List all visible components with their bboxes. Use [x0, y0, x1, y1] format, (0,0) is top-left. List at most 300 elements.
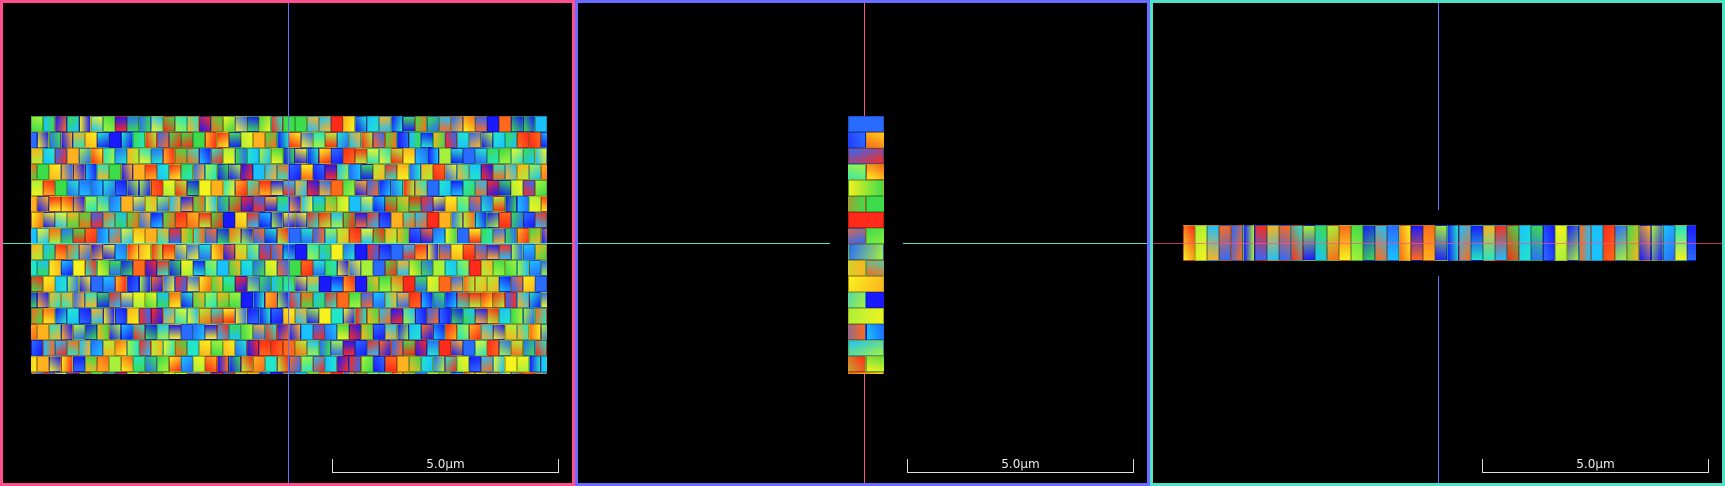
segment-tile: [103, 276, 115, 292]
segment-tile: [145, 132, 157, 148]
segment-tile: [121, 292, 133, 308]
segment-tile: [247, 244, 259, 260]
segment-tile: [349, 324, 361, 340]
segment-tile: [175, 116, 187, 132]
segment-tile: [265, 292, 277, 308]
segment-tile: [55, 372, 67, 374]
segment-tile: [205, 356, 217, 372]
viewport-yz[interactable]: [1150, 0, 1725, 486]
segment-tile: [127, 244, 139, 260]
segment-tile: [439, 212, 451, 228]
segment-tile: [439, 180, 451, 196]
segment-tile: [91, 372, 103, 374]
segment-tile: [415, 212, 427, 228]
segment-tile: [217, 324, 229, 340]
segment-tile: [265, 164, 277, 180]
segment-tile: [193, 260, 205, 276]
segment-tile: [133, 356, 145, 372]
segment-tile: [427, 180, 439, 196]
segment-tile: [181, 132, 193, 148]
segment-tile: [391, 372, 403, 374]
segment-tile: [205, 324, 217, 340]
segment-tile: [265, 196, 277, 212]
segment-tile: [97, 292, 109, 308]
segment-tile: [187, 372, 199, 374]
segment-tile: [217, 228, 229, 244]
segment-tile: [385, 324, 397, 340]
segment-tile: [37, 260, 49, 276]
segment-tile: [289, 260, 301, 276]
segment-tile: [91, 116, 103, 132]
segment-tile: [283, 116, 295, 132]
segment-tile: [229, 228, 241, 244]
segment-tile: [67, 116, 79, 132]
segment-tile: [199, 308, 211, 324]
viewport-xy[interactable]: [0, 0, 575, 486]
segment-tile: [313, 260, 325, 276]
segment-tile: [445, 324, 457, 340]
segment-tile: [91, 212, 103, 228]
segment-tile: [205, 164, 217, 180]
segment-tile: [79, 244, 91, 260]
segment-tile: [157, 228, 169, 244]
segment-tile: [139, 372, 151, 374]
segment-tile: [848, 132, 866, 148]
segment-tile: [337, 164, 349, 180]
segment-tile: [289, 164, 301, 180]
segment-tile: [205, 260, 217, 276]
segment-tile: [433, 196, 445, 212]
segment-tile: [253, 260, 265, 276]
segment-tile: [499, 148, 511, 164]
segment-tile: [439, 116, 451, 132]
segment-tile: [313, 228, 325, 244]
segment-tile: [331, 340, 343, 356]
segment-tile: [157, 292, 169, 308]
segment-tile: [37, 228, 49, 244]
segment-tile: [313, 356, 325, 372]
segment-tile: [469, 196, 481, 212]
segment-tile: [37, 196, 49, 212]
segment-tile: [379, 372, 391, 374]
segment-tile: [283, 180, 295, 196]
segment-tile: [493, 228, 505, 244]
scale-bar-xz: [907, 459, 1134, 473]
segment-tile: [109, 260, 121, 276]
segment-tile: [535, 180, 547, 196]
segment-tile: [866, 132, 884, 148]
segment-tile: [253, 164, 265, 180]
segment-tile: [415, 180, 427, 196]
segment-tile: [517, 196, 529, 212]
segment-tile: [319, 180, 331, 196]
segment-tile: [463, 244, 475, 260]
segment-tile: [403, 372, 415, 374]
segment-tile: [469, 356, 481, 372]
segment-tile: [295, 340, 307, 356]
segment-tile: [385, 292, 397, 308]
segment-tile: [391, 116, 403, 132]
segment-tile: [271, 180, 283, 196]
segment-tile: [211, 244, 223, 260]
segment-tile: [127, 308, 139, 324]
segment-tile: [295, 148, 307, 164]
segment-tile: [445, 356, 457, 372]
segment-tile: [109, 164, 121, 180]
segment-tile: [223, 244, 235, 260]
segment-tile: [367, 372, 379, 374]
segment-tile: [259, 180, 271, 196]
segment-tile: [133, 132, 145, 148]
segment-tile: [331, 116, 343, 132]
segment-tile: [331, 180, 343, 196]
segment-tile: [43, 180, 55, 196]
segment-tile: [211, 212, 223, 228]
segment-tile: [439, 340, 451, 356]
segment-tile: [73, 164, 85, 180]
segment-tile: [397, 132, 409, 148]
segment-tile: [511, 372, 523, 374]
segment-tile: [451, 244, 463, 260]
segment-tile: [523, 148, 535, 164]
crosshair-horizontal-xz-right: [903, 243, 1147, 244]
segment-tile: [493, 260, 505, 276]
segment-tile: [175, 148, 187, 164]
segment-tile: [127, 276, 139, 292]
segment-tile: [235, 340, 247, 356]
segment-tile: [409, 260, 421, 276]
segment-tile: [481, 292, 493, 308]
segment-tile: [49, 196, 61, 212]
segment-tile: [31, 180, 43, 196]
segment-tile: [409, 132, 421, 148]
segment-tile: [163, 244, 175, 260]
segment-tile: [115, 212, 127, 228]
segment-tile: [403, 244, 415, 260]
segment-tile: [373, 324, 385, 340]
crosshair-vertical-yz-lower: [1438, 276, 1439, 483]
segment-tile: [463, 276, 475, 292]
segment-tile: [37, 132, 49, 148]
segment-tile: [523, 180, 535, 196]
segment-tile: [271, 212, 283, 228]
segment-tile: [85, 132, 97, 148]
segmentation-volume-xz[interactable]: [848, 116, 884, 374]
segment-tile: [415, 308, 427, 324]
segment-tile: [133, 228, 145, 244]
segment-tile: [175, 276, 187, 292]
segment-tile: [217, 260, 229, 276]
segment-tile: [427, 340, 439, 356]
segment-tile: [199, 276, 211, 292]
segment-tile: [319, 212, 331, 228]
segment-tile: [325, 164, 337, 180]
segment-tile: [127, 148, 139, 164]
segment-tile: [535, 244, 547, 260]
segment-tile: [133, 324, 145, 340]
segment-tile: [127, 340, 139, 356]
segment-tile: [223, 180, 235, 196]
segment-tile: [307, 180, 319, 196]
segment-tile: [43, 372, 55, 374]
segment-tile: [283, 340, 295, 356]
segment-tile: [145, 164, 157, 180]
segment-tile: [427, 116, 439, 132]
segment-tile: [37, 164, 49, 180]
segment-tile: [848, 308, 884, 324]
segment-tile: [73, 132, 85, 148]
segment-tile: [127, 372, 139, 374]
segment-tile: [313, 132, 325, 148]
segment-tile: [295, 372, 307, 374]
segment-tile: [541, 356, 547, 372]
segment-tile: [848, 244, 884, 260]
segment-tile: [421, 292, 433, 308]
segment-tile: [848, 212, 884, 228]
segment-tile: [529, 132, 541, 148]
segment-tile: [253, 356, 265, 372]
segment-tile: [397, 164, 409, 180]
segment-tile: [487, 212, 499, 228]
viewport-xz[interactable]: [575, 0, 1150, 486]
segment-tile: [187, 308, 199, 324]
segment-tile: [511, 180, 523, 196]
segment-tile: [103, 148, 115, 164]
segment-tile: [97, 324, 109, 340]
segment-tile: [445, 132, 457, 148]
segment-tile: [31, 244, 43, 260]
segment-tile: [295, 244, 307, 260]
segment-tile: [499, 308, 511, 324]
segment-tile: [463, 308, 475, 324]
segment-tile: [235, 276, 247, 292]
segment-tile: [367, 148, 379, 164]
segment-tile: [325, 132, 337, 148]
segment-tile: [175, 212, 187, 228]
segment-tile: [295, 116, 307, 132]
segment-tile: [529, 324, 541, 340]
segment-tile: [103, 212, 115, 228]
segment-tile: [67, 148, 79, 164]
segment-tile: [469, 132, 481, 148]
segment-tile: [103, 308, 115, 324]
segment-tile: [403, 148, 415, 164]
segment-tile: [361, 132, 373, 148]
segment-tile: [163, 308, 175, 324]
segment-tile: [463, 340, 475, 356]
segment-tile: [193, 324, 205, 340]
segment-tile: [301, 260, 313, 276]
segment-tile: [325, 356, 337, 372]
segment-tile: [421, 260, 433, 276]
segment-tile: [499, 212, 511, 228]
segment-tile: [505, 164, 517, 180]
segment-tile: [247, 276, 259, 292]
segment-tile: [43, 276, 55, 292]
segment-tile: [163, 116, 175, 132]
segment-tile: [421, 324, 433, 340]
segment-tile: [487, 180, 499, 196]
segment-tile: [511, 308, 523, 324]
segment-tile: [397, 196, 409, 212]
segment-tile: [73, 356, 85, 372]
segment-tile: [145, 260, 157, 276]
segment-tile: [265, 356, 277, 372]
segment-tile: [295, 212, 307, 228]
segment-tile: [157, 324, 169, 340]
segment-tile: [511, 276, 523, 292]
segment-tile: [289, 324, 301, 340]
segment-tile: [355, 148, 367, 164]
segment-tile: [55, 308, 67, 324]
segment-tile: [115, 148, 127, 164]
segment-tile: [67, 212, 79, 228]
segment-tile: [61, 260, 73, 276]
segment-tile: [409, 292, 421, 308]
segment-tile: [91, 180, 103, 196]
segment-tile: [451, 212, 463, 228]
segment-tile: [499, 180, 511, 196]
segment-tile: [373, 292, 385, 308]
segment-tile: [55, 116, 67, 132]
segment-tile: [289, 292, 301, 308]
segment-tile: [367, 212, 379, 228]
segment-tile: [91, 276, 103, 292]
segment-tile: [475, 276, 487, 292]
segment-tile: [271, 148, 283, 164]
segment-tile: [523, 244, 535, 260]
segment-tile: [379, 308, 391, 324]
segment-tile: [379, 180, 391, 196]
segment-tile: [451, 340, 463, 356]
segment-tile: [211, 116, 223, 132]
segment-tile: [259, 212, 271, 228]
segment-tile: [499, 372, 511, 374]
segment-tile: [475, 308, 487, 324]
segment-tile: [349, 196, 361, 212]
segment-tile: [211, 276, 223, 292]
segment-tile: [127, 116, 139, 132]
segment-tile: [193, 196, 205, 212]
segment-tile: [535, 212, 547, 228]
segment-tile: [421, 196, 433, 212]
segment-tile: [97, 228, 109, 244]
segment-tile: [211, 148, 223, 164]
segment-tile: [79, 116, 91, 132]
segment-tile: [163, 340, 175, 356]
segment-tile: [866, 292, 884, 308]
segment-tile: [229, 356, 241, 372]
segment-tile: [103, 244, 115, 260]
segment-tile: [373, 228, 385, 244]
segment-tile: [475, 148, 487, 164]
segment-tile: [505, 260, 517, 276]
segment-tile: [361, 356, 373, 372]
segment-tile: [151, 116, 163, 132]
segment-tile: [517, 228, 529, 244]
segment-tile: [319, 372, 331, 374]
segment-tile: [487, 148, 499, 164]
segment-tile: [427, 276, 439, 292]
segment-tile: [463, 148, 475, 164]
segment-tile: [253, 324, 265, 340]
segment-tile: [337, 196, 349, 212]
segment-tile: [481, 356, 493, 372]
segment-tile: [97, 356, 109, 372]
segment-tile: [31, 340, 43, 356]
segmentation-volume-xy[interactable]: [31, 116, 547, 374]
segment-tile: [85, 196, 97, 212]
segment-tile: [139, 308, 151, 324]
segment-tile: [866, 356, 884, 372]
segment-tile: [319, 244, 331, 260]
segment-tile: [181, 164, 193, 180]
segment-tile: [355, 180, 367, 196]
segment-tile: [121, 260, 133, 276]
segment-tile: [103, 116, 115, 132]
segment-tile: [385, 356, 397, 372]
segment-tile: [73, 292, 85, 308]
segment-tile: [289, 196, 301, 212]
segment-tile: [55, 276, 67, 292]
segment-tile: [307, 244, 319, 260]
segment-tile: [313, 292, 325, 308]
segment-tile: [457, 164, 469, 180]
segment-tile: [313, 324, 325, 340]
segment-tile: [235, 180, 247, 196]
segment-tile: [451, 308, 463, 324]
segment-tile: [409, 164, 421, 180]
segment-tile: [295, 276, 307, 292]
segment-tile: [97, 132, 109, 148]
segment-tile: [49, 228, 61, 244]
segment-tile: [367, 340, 379, 356]
segment-tile: [385, 228, 397, 244]
segment-tile: [241, 196, 253, 212]
segment-tile: [409, 324, 421, 340]
segment-tile: [307, 148, 319, 164]
segment-tile: [373, 196, 385, 212]
segment-tile: [217, 164, 229, 180]
segment-tile: [866, 228, 884, 244]
segment-tile: [79, 148, 91, 164]
segment-tile: [199, 340, 211, 356]
segment-tile: [848, 324, 866, 340]
segment-tile: [205, 228, 217, 244]
segment-tile: [187, 116, 199, 132]
segment-tile: [517, 292, 529, 308]
segment-tile: [43, 212, 55, 228]
segment-tile: [307, 340, 319, 356]
segment-tile: [151, 212, 163, 228]
segment-tile: [79, 308, 91, 324]
segment-tile: [187, 276, 199, 292]
segment-tile: [403, 180, 415, 196]
segment-tile: [139, 180, 151, 196]
segment-tile: [223, 148, 235, 164]
segment-tile: [193, 164, 205, 180]
segment-tile: [235, 244, 247, 260]
segment-tile: [175, 340, 187, 356]
segment-tile: [385, 260, 397, 276]
segment-tile: [211, 308, 223, 324]
segment-tile: [73, 228, 85, 244]
segment-tile: [163, 212, 175, 228]
segment-tile: [61, 228, 73, 244]
segment-tile: [535, 372, 547, 374]
segment-tile: [343, 244, 355, 260]
segment-tile: [529, 164, 541, 180]
